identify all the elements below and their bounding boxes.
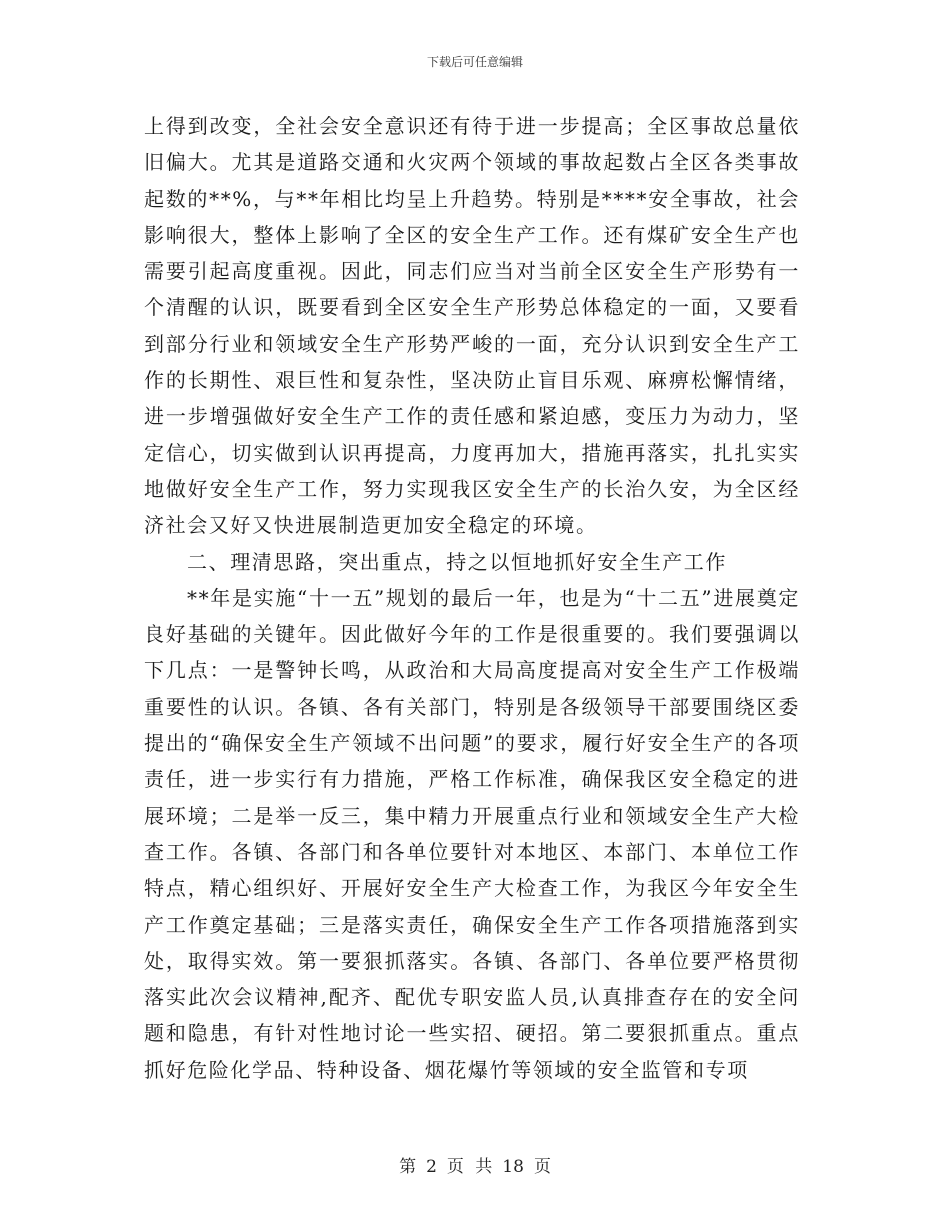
footer-suffix: 页 [533,1157,551,1177]
page-footer [0,1156,950,1178]
document-body [144,108,800,1088]
footer-middle: 页 共 [446,1157,493,1177]
paragraph-2: **年是实施“十一五”规划的最后一年，也是为“十二五”进展奠定良好基础的关键年。因此做好今年的工作是很重要的。我们要强调以下几点：一是警钟长鸣，从政治和大局高度提高对安全生产工作极端重要性的认识。各镇、各有关部门，特别是各级领导干部要围绕区委提出的“确保安全生产领域不出问题”的要求，履行好安全生产的各项责任，进一步实行有力措施，严格工作标准，确保我区安全稳定的进展环境；二是举一反三，集中精力开展重点行业和领域安全生产大检查工作。各镇、各部门和各单位要针对本地区、本部门、本单位工作特点，精心组织好、开展好安全生产大检查工作，为我区今年安全生产工作奠定基础；三是落实责任，确保安全生产工作各项措施落到实处，取得实效。第一要狠抓落实。各镇、各部门、各单位要严格贯彻落实此次会议精神,配齐、配优专职安监人员,认真排查存在的安全问题和隐患，有针对性地讨论一些实招、硬招。第二要狠抓重点。重点抓好危险化学品、特种设备、烟花爆竹等领域的安全监管和专项 [144,585,800,1082]
paragraph-1: 上得到改变，全社会安全意识还有待于进一步提高；全区事故总量依旧偏大。尤其是道路交通和火灾两个领域的事故起数占全区各类事故起数的**%，与**年相比均呈上升趋势。特别是****安全事故，社会影响很大，整体上影响了全区的安全生产工作。还有煤矿安全生产也需要引起高度重视。因此，同志们应当对当前全区安全生产形势有一个清醒的认识，既要看到全区安全生产形势总体稳定的一面，又要看到部分行业和领域安全生产形势严峻的一面，充分认识到安全生产工作的长期性、艰巨性和复杂性，坚决防止盲目乐观、麻痹松懈情绪，进一步增强做好安全生产工作的责任感和紧迫感，变压力为动力，坚定信心，切实做到认识再提高，力度再加大，措施再落实，扎扎实实地做好安全生产工作，努力实现我区安全生产的长治久安，为全区经济社会又好又快进展制造更加安全稳定的环境。 [144,114,800,538]
footer-total-pages: 18 [502,1157,524,1177]
page-header: 下载后可任意编辑 [426,55,523,69]
footer-page-number: 2 [426,1157,437,1177]
section-heading: 二、理清思路，突出重点，持之以恒地抓好安全生产工作 [187,549,727,574]
footer-prefix: 第 [399,1157,417,1177]
